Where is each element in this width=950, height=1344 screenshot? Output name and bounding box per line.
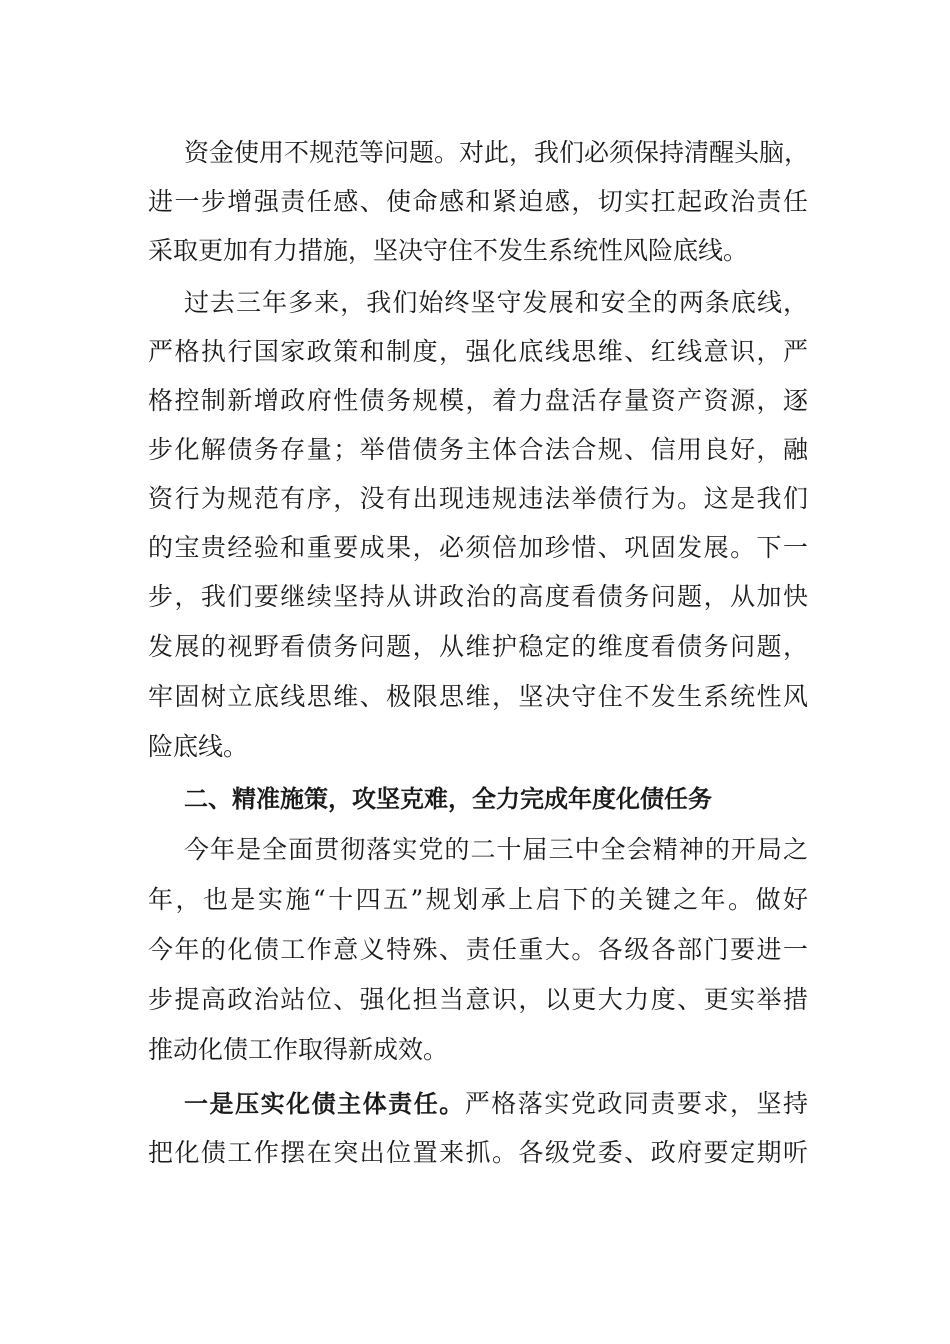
paragraph-4-line-2: 把化债工作摆在突出位置来抓。各级党委、政府要定期听 — [148, 1138, 808, 1167]
paragraph-2-line-5: 资行为规范有序，没有出现违规违法举债行为。这是我们 — [148, 484, 808, 513]
paragraph-2-line-4: 步化解债务存量；举借债务主体合法合规、信用良好，融 — [148, 435, 808, 464]
paragraph-3-line-1: 今年是全面贯彻落实党的二十届三中全会精神的开局之 — [184, 835, 808, 864]
section-heading: 二、精准施策，攻坚克难，全力完成年度化债任务 — [184, 785, 712, 813]
paragraph-3-line-3: 今年的化债工作意义特殊、责任重大。各级各部门要进一 — [148, 935, 808, 964]
paragraph-2-line-2: 严格执行国家政策和制度，强化底线思维、红线意识，严 — [148, 337, 808, 366]
paragraph-2-line-3: 格控制新增政府性债务规模，着力盘活存量资产资源，逐 — [148, 386, 808, 415]
paragraph-3-line-2: 年，也是实施“十四五”规划承上启下的关键之年。做好 — [148, 885, 808, 914]
paragraph-2-line-8: 发展的视野看债务问题，从维护稳定的维度看债务问题， — [148, 632, 808, 661]
paragraph-1-line-1: 资金使用不规范等问题。对此，我们必须保持清醒头脑， — [184, 138, 810, 167]
paragraph-3-line-5: 推动化债工作取得新成效。 — [148, 1035, 449, 1064]
paragraph-2-line-9: 牢固树立底线思维、极限思维，坚决守住不发生系统性风 — [148, 682, 808, 711]
paragraph-2-line-6: 的宝贵经验和重要成果，必须倍加珍惜、巩固发展。下一 — [148, 533, 808, 562]
paragraph-4-lead: 一是压实化债主体责任。 — [184, 1090, 465, 1118]
paragraph-1-line-3: 采取更加有力措施，坚决守住不发生系统性风险底线。 — [148, 236, 749, 265]
paragraph-2-line-10: 险底线。 — [148, 732, 249, 761]
paragraph-2-line-1: 过去三年多来，我们始终坚守发展和安全的两条底线， — [184, 288, 808, 317]
paragraph-3-line-4: 步提高政治站位、强化担当意识，以更大力度、更实举措 — [148, 985, 808, 1014]
paragraph-1-line-2: 进一步增强责任感、使命感和紧迫感，切实扛起政治责任 — [148, 187, 808, 216]
paragraph-4-line-1 — [184, 1079, 808, 1129]
paragraph-2-line-7: 步，我们要继续坚持从讲政治的高度看债务问题，从加快 — [148, 582, 808, 611]
paragraph-4-line-1-text: 严格落实党政同责要求，坚持 — [464, 1089, 808, 1118]
